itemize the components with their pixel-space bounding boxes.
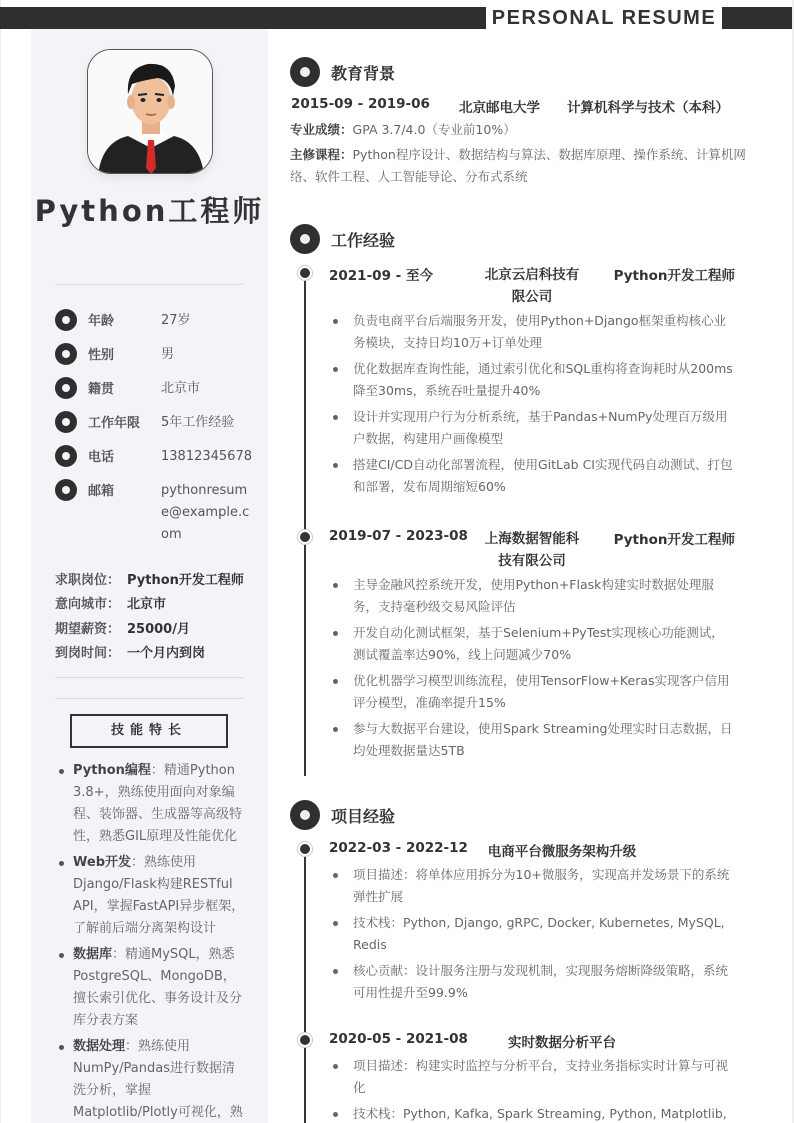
- work-bullet: 设计并实现用户行为分析系统，基于Pandas+NumPy处理百万级用户数据，构建用户画像模型: [329, 406, 735, 450]
- timeline-dot-icon: [298, 842, 312, 856]
- info-value: 13812345678: [161, 449, 252, 464]
- section-title: 项目经验: [331, 807, 396, 826]
- education-school: 北京邮电大学: [459, 100, 540, 116]
- project-timeline: [304, 848, 306, 1123]
- project-bullets: [329, 1055, 735, 1123]
- project-entry-head: [329, 840, 735, 864]
- project-date: 2022-03 - 2022-12: [329, 840, 468, 856]
- skill-text: ：精通Python 3.8+，熟练使用面向对象编程、装饰器、生成器等高级特性，熟悉GIL原理及性能优化: [73, 763, 243, 844]
- education-major: 计算机科学与技术（本科）: [567, 100, 729, 116]
- work-bullet: 主导金融风控系统开发，使用Python+Flask构建实时数据处理服务，支持毫秒级交易风险评估: [329, 574, 735, 618]
- project-name: 电商平台微服务架构升级: [487, 844, 637, 860]
- work-entry-head: [329, 528, 735, 574]
- intent-row-city: [55, 596, 166, 614]
- section-projects-header: [290, 800, 760, 830]
- education-head: [290, 96, 760, 116]
- intent-label: 期望薪资：: [55, 622, 121, 637]
- section-work-header: [290, 224, 760, 254]
- project-bullet: 项目描述：构建实时监控与分析平台，支持业务指标实时计算与可视化: [329, 1055, 735, 1099]
- education-entry: [290, 96, 760, 188]
- info-label: 工作年限: [88, 416, 141, 431]
- info-value: 27岁: [161, 313, 191, 328]
- info-label: 性别: [88, 348, 115, 363]
- intent-value: Python开发工程师: [127, 573, 244, 588]
- section-title: 教育背景: [331, 64, 396, 83]
- project-entry: [329, 840, 735, 1008]
- avatar: [87, 49, 213, 174]
- work-bullet: 优化机器学习模型训练流程，使用TensorFlow+Keras实现客户信用评分模型，准确率提升15%: [329, 670, 735, 714]
- work-timeline: [304, 272, 306, 776]
- section-education-header: [290, 57, 760, 87]
- education-courses: [290, 144, 760, 188]
- sidebar: [31, 29, 268, 1123]
- section-ring-icon: [290, 57, 320, 87]
- intent-row-salary: [55, 621, 190, 639]
- project-bullet: 核心贡献：设计服务注册与发现机制，实现服务熔断降级策略，系统可用性提升至99.9%: [329, 960, 735, 1004]
- project-entry: [329, 1031, 735, 1123]
- skills-heading: 技能特长: [70, 714, 228, 748]
- header-title-box: [486, 4, 722, 32]
- intent-label: 意向城市：: [55, 597, 121, 612]
- skill-text: ：精通MySQL，熟悉PostgreSQL、MongoDB，擅长索引优化、事务设计及分库分表方案: [73, 947, 243, 1028]
- sidebar-divider: [55, 284, 243, 285]
- project-date: 2020-05 - 2021-08: [329, 1031, 468, 1047]
- ring-icon: [55, 445, 77, 467]
- work-entry: [329, 528, 735, 766]
- work-role: Python开发工程师: [613, 532, 735, 548]
- work-date: 2021-09 - 至今: [329, 268, 433, 284]
- skill-name: 数据处理: [73, 1039, 126, 1054]
- skill-name: Web开发: [73, 855, 131, 870]
- ring-icon: [55, 377, 77, 399]
- info-label: 邮箱: [88, 484, 115, 499]
- timeline-dot-icon: [298, 266, 312, 280]
- ring-icon: [55, 479, 77, 501]
- work-entry-head: [329, 264, 735, 310]
- section-title: 工作经验: [331, 231, 396, 250]
- section-ring-icon: [290, 800, 320, 830]
- project-name: 实时数据分析平台: [508, 1035, 616, 1051]
- work-role: Python开发工程师: [613, 268, 735, 284]
- skill-text: ：熟练使用NumPy/Pandas进行数据清洗分析，掌握Matplotlib/Plotly可视化，熟: [73, 1039, 243, 1120]
- work-company: 上海数据智能科技有限公司: [484, 531, 580, 569]
- work-entry: [329, 264, 735, 502]
- project-bullets: [329, 864, 735, 1004]
- skill-item: [55, 852, 245, 940]
- gpa-value: GPA 3.7/4.0（专业前10%）: [352, 122, 516, 137]
- intent-label: 到岗时间：: [55, 646, 121, 661]
- project-bullet: 技术栈：Python, Django, gRPC, Docker, Kubernetes, MySQL, Redis: [329, 912, 735, 956]
- ring-icon: [55, 343, 77, 365]
- work-bullet: 开发自动化测试框架，基于Selenium+PyTest实现核心功能测试，测试覆盖率达90%，线上问题减少70%: [329, 622, 735, 666]
- timeline-dot-icon: [298, 1033, 312, 1047]
- work-bullets: [329, 574, 735, 762]
- page-border-left: [0, 0, 1, 1123]
- info-row-hometown: [55, 377, 255, 399]
- intent-value: 北京市: [127, 597, 167, 612]
- skill-item: [55, 760, 245, 848]
- project-entry-head: [329, 1031, 735, 1055]
- info-value: 5年工作经验: [161, 415, 235, 430]
- info-row-age: [55, 309, 255, 331]
- section-ring-icon: [290, 224, 320, 254]
- intent-value: 一个月内到岗: [127, 646, 206, 661]
- info-label: 籍贯: [88, 382, 115, 397]
- work-date: 2019-07 - 2023-08: [329, 528, 468, 544]
- project-bullet: 技术栈：Python, Kafka, Spark Streaming, Python, Matplotlib,: [329, 1103, 735, 1123]
- education-gpa: [290, 119, 760, 141]
- skill-text: ：熟练使用Django/Flask构建RESTful API，掌握FastAPI异步框架，了解前后端分离架构设计: [73, 855, 245, 936]
- work-bullet: 搭建CI/CD自动化部署流程，使用GitLab CI实现代码自动测试、打包和部署，发布周期缩短60%: [329, 454, 735, 498]
- info-label: 电话: [88, 450, 115, 465]
- intent-value: 25000/月: [127, 622, 190, 637]
- intent-label: 求职岗位：: [55, 573, 121, 588]
- info-value: 北京市: [161, 381, 201, 396]
- profile-name: Python工程师: [34, 194, 265, 228]
- info-label: 年龄: [88, 314, 115, 329]
- info-value: 男: [161, 347, 175, 362]
- work-company: 北京云启科技有限公司: [484, 267, 580, 305]
- info-row-phone: [55, 445, 255, 467]
- project-bullet: 项目描述：将单体应用拆分为10+微服务，实现高并发场景下的系统弹性扩展: [329, 864, 735, 908]
- skill-name: Python编程: [73, 763, 151, 778]
- skill-name: 数据库: [73, 947, 113, 962]
- ring-icon: [55, 309, 77, 331]
- avatar-illustration-icon: [88, 50, 213, 174]
- skill-item: [55, 1036, 245, 1123]
- courses-value: Python程序设计、数据结构与算法、数据库原理、操作系统、计算机网络、软件工程、人工智能导论、分布式系统: [290, 147, 746, 184]
- work-bullets: [329, 310, 735, 498]
- timeline-dot-icon: [298, 530, 312, 544]
- resume-title: PERSONAL RESUME: [491, 6, 717, 29]
- info-row-email: [55, 479, 255, 542]
- work-bullet: 参与大数据平台建设，使用Spark Streaming处理实时日志数据，日均处理数据量达5TB: [329, 718, 735, 762]
- education-date: 2015-09 - 2019-06: [291, 96, 430, 112]
- intent-row-availability: [55, 645, 205, 663]
- skills-list: [55, 760, 245, 1123]
- sidebar-divider: [55, 677, 243, 678]
- email-link[interactable]: pythonresume@example.com: [161, 483, 250, 542]
- work-bullet: 负责电商平台后端服务开发，使用Python+Django框架重构核心业务模块，支持日均10万+订单处理: [329, 310, 735, 354]
- gpa-label: 专业成绩：: [290, 122, 353, 137]
- skill-item: [55, 944, 245, 1032]
- info-row-experience-years: [55, 411, 255, 433]
- sidebar-divider: [55, 698, 243, 699]
- work-bullet: 优化数据库查询性能，通过索引优化和SQL重构将查询耗时从200ms降至30ms，系统吞吐量提升40%: [329, 358, 735, 402]
- info-row-gender: [55, 343, 255, 365]
- ring-icon: [55, 411, 77, 433]
- intent-row-position: [55, 572, 244, 590]
- courses-label: 主修课程：: [290, 147, 353, 162]
